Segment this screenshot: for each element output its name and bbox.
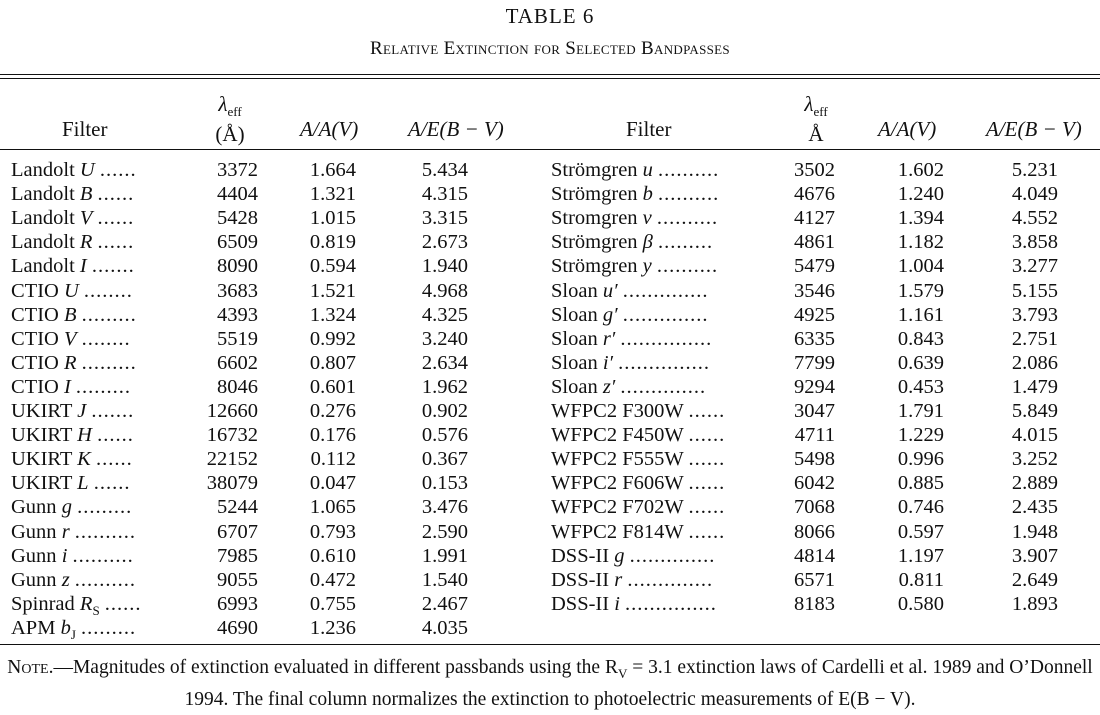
lambda-eff-value: 6042: [794, 472, 835, 495]
lambda-eff-value: 4404: [217, 183, 258, 206]
lambda-eff-value: 6993: [217, 592, 258, 615]
a-ebv-value: 1.962: [421, 375, 468, 398]
a-av-value: 0.472: [309, 568, 356, 591]
a-av-value: 0.819: [309, 231, 356, 254]
a-av-value: 1.197: [897, 544, 944, 567]
header-filter-left: Filter: [62, 117, 108, 141]
a-ebv-value: 3.793: [1011, 303, 1058, 326]
a-ebv-value: 2.467: [421, 592, 468, 615]
filter-name: WFPC2 F450W ......: [551, 424, 726, 447]
filter-name: CTIO V ........: [11, 327, 131, 350]
a-ebv-value: 0.902: [421, 400, 468, 422]
header-lambda-right: $\lambda_{eff}$ Å: [804, 92, 828, 147]
a-ebv-value: 2.673: [421, 231, 468, 254]
filter-name: Landolt R ......: [11, 231, 135, 254]
lambda-eff-value: 6571: [794, 568, 835, 591]
a-av-value: 0.885: [897, 472, 944, 495]
lambda-eff-value: 9294: [794, 375, 835, 398]
a-ebv-value: 2.649: [1011, 568, 1058, 591]
filter-name: Landolt I .......: [11, 255, 135, 278]
a-ebv-value: 0.576: [421, 424, 468, 447]
table-row: [0, 351, 1100, 375]
table-note: Note.—Magnitudes of extinction evaluated in different passbands using the $R_V = 3.1$ extinction laws of Cardelli et al. 1989 and O’Donnell 1994. The final column normalizes the extinction to photoelectric measurements of E(B − V).: [7, 657, 1093, 710]
a-av-value: 0.996: [897, 448, 944, 471]
lambda-eff-value: 8066: [794, 520, 835, 543]
filter-name: Strömgren b ..........: [551, 183, 720, 206]
filter-name: DSS-II g ..............: [551, 544, 716, 567]
filter-name: APM $b_J$ .........: [11, 616, 137, 642]
a-av-value: 0.746: [897, 496, 944, 519]
filter-name: WFPC2 F300W ......: [551, 400, 726, 422]
a-ebv-value: 4.315: [421, 183, 468, 206]
lambda-eff-value: 4690: [217, 616, 258, 639]
filter-name: WFPC2 F814W ......: [551, 520, 726, 543]
filter-name: Sloan z′ ..............: [551, 375, 707, 398]
filter-name: Strömgren u ..........: [551, 159, 720, 181]
a-av-value: 0.047: [309, 472, 356, 495]
a-av-value: 1.664: [309, 159, 356, 181]
a-av-value: 0.639: [897, 351, 944, 374]
a-av-value: 0.176: [309, 424, 356, 447]
a-ebv-value: 3.907: [1011, 544, 1058, 567]
filter-name: WFPC2 F606W ......: [551, 472, 726, 495]
a-av-value: 1.521: [309, 279, 356, 302]
a-ebv-value: 2.086: [1011, 351, 1058, 374]
filter-name: Landolt V ......: [11, 207, 135, 230]
lambda-eff-value: 8090: [217, 255, 258, 278]
table-row: [0, 399, 1100, 423]
lambda-eff-value: 6602: [217, 351, 258, 374]
lambda-eff-value: 3683: [217, 279, 258, 302]
lambda-eff-value: 5479: [794, 255, 835, 278]
lambda-eff-value: 4127: [794, 207, 835, 230]
filter-name: Landolt B ......: [11, 183, 135, 206]
filter-name: DSS-II r ..............: [551, 568, 714, 591]
a-av-value: 0.276: [309, 400, 356, 422]
a-ebv-value: 3.252: [1011, 448, 1058, 471]
lambda-eff-value: 3546: [794, 279, 835, 302]
lambda-eff-value: 4393: [217, 303, 258, 326]
a-av-value: 1.324: [309, 303, 356, 326]
lambda-eff-value: 5519: [217, 327, 258, 350]
lambda-eff-value: 4861: [794, 231, 835, 254]
a-ebv-value: 5.434: [421, 159, 468, 181]
a-ebv-value: 3.277: [1011, 255, 1058, 278]
a-ebv-value: 3.858: [1011, 231, 1058, 254]
a-ebv-value: 3.240: [421, 327, 468, 350]
table-row: [0, 158, 1100, 182]
table-row: [0, 423, 1100, 447]
header-aav-right: A/A(V): [878, 117, 937, 141]
top-rule: [0, 74, 1100, 75]
filter-name: DSS-II i ...............: [551, 592, 717, 615]
a-av-value: 0.601: [309, 375, 356, 398]
a-ebv-value: 4.325: [421, 303, 468, 326]
a-ebv-value: 3.476: [421, 496, 468, 519]
a-av-value: 1.602: [897, 159, 944, 181]
a-av-value: 1.004: [897, 255, 944, 278]
a-av-value: 0.807: [309, 351, 356, 374]
bottom-rule: [0, 644, 1100, 645]
lambda-eff-value: 3047: [794, 400, 835, 422]
a-ebv-value: 2.590: [421, 520, 468, 543]
table-caption: Relative Extinction for Selected Bandpasses: [370, 38, 730, 59]
header-filter-right: Filter: [626, 117, 672, 141]
a-ebv-value: 3.315: [421, 207, 468, 230]
lambda-eff-value: 4711: [794, 424, 835, 447]
lambda-eff-value: 5244: [217, 496, 258, 519]
a-av-value: 0.843: [897, 327, 944, 350]
lambda-eff-value: 5428: [217, 207, 258, 230]
table-row: [0, 279, 1100, 303]
filter-name: CTIO R .........: [11, 351, 137, 374]
header-aebv-left: A/E(B − V): [408, 117, 504, 141]
filter-name: Gunn r ..........: [11, 520, 137, 543]
lambda-eff-value: 7799: [794, 351, 835, 374]
a-ebv-value: 2.634: [421, 351, 468, 374]
a-av-value: 0.580: [897, 592, 944, 615]
filter-name: WFPC2 F702W ......: [551, 496, 726, 519]
table-row: [0, 520, 1100, 544]
lambda-eff-value: 4925: [794, 303, 835, 326]
table-row: [0, 254, 1100, 278]
table-row: [0, 495, 1100, 519]
table-row: [0, 206, 1100, 230]
lambda-eff-value: 8046: [217, 375, 258, 398]
a-ebv-value: 1.991: [421, 544, 468, 567]
lambda-eff-value: 7068: [794, 496, 835, 519]
filter-name: Sloan r′ ...............: [551, 327, 713, 350]
filter-name: Spinrad $R_S$ ......: [11, 592, 142, 618]
lambda-eff-value: 12660: [206, 400, 258, 422]
filter-name: Stromgren v ..........: [551, 207, 719, 230]
a-av-value: 1.240: [897, 183, 944, 206]
header-lambda-left: $\lambda_{eff}$ (Å): [215, 92, 245, 147]
table-row: [0, 303, 1100, 327]
header-aav-left: A/A(V): [300, 117, 359, 141]
table-row: [0, 568, 1100, 592]
a-av-value: 1.182: [897, 231, 944, 254]
lambda-eff-value: 6335: [794, 327, 835, 350]
lambda-eff-value: 8183: [794, 592, 835, 615]
table-row: [0, 616, 1100, 640]
a-av-value: 0.811: [898, 568, 944, 591]
a-av-value: 1.321: [309, 183, 356, 206]
lambda-eff-value: 4814: [794, 544, 835, 567]
lambda-eff-value: 7985: [217, 544, 258, 567]
a-ebv-value: 2.751: [1011, 327, 1058, 350]
a-ebv-value: 2.435: [1011, 496, 1058, 519]
a-av-value: 0.610: [309, 544, 356, 567]
filter-name: UKIRT H ......: [11, 424, 134, 447]
a-av-value: 1.236: [309, 616, 356, 639]
lambda-eff-value: 3372: [217, 159, 258, 181]
filter-name: CTIO U ........: [11, 279, 133, 302]
a-av-value: 0.597: [897, 520, 944, 543]
a-ebv-value: 4.049: [1011, 183, 1058, 206]
a-ebv-value: 2.889: [1011, 472, 1058, 495]
lambda-eff-value: 6707: [217, 520, 258, 543]
table-row: [0, 375, 1100, 399]
lambda-eff-value: 38079: [206, 472, 258, 495]
lambda-eff-value: 4676: [794, 183, 835, 206]
a-av-value: 0.594: [309, 255, 356, 278]
a-ebv-value: 5.849: [1011, 400, 1058, 422]
lambda-eff-value: 9055: [217, 568, 258, 591]
a-av-value: 0.755: [309, 592, 356, 615]
filter-name: Gunn g .........: [11, 496, 133, 519]
filter-name: Gunn z ..........: [11, 568, 137, 591]
filter-name: WFPC2 F555W ......: [551, 448, 726, 471]
filter-name: Sloan u′ ..............: [551, 279, 709, 302]
filter-name: Gunn i ..........: [11, 544, 134, 567]
a-ebv-value: 1.893: [1011, 592, 1058, 615]
lambda-eff-value: 6509: [217, 231, 258, 254]
lambda-eff-value: 16732: [206, 424, 258, 447]
a-av-value: 1.579: [897, 279, 944, 302]
table-row: [0, 471, 1100, 495]
a-av-value: 1.015: [309, 207, 356, 230]
top-rule-2: [0, 78, 1100, 79]
a-av-value: 0.453: [897, 375, 944, 398]
filter-name: CTIO I .........: [11, 375, 132, 398]
a-ebv-value: 4.968: [421, 279, 468, 302]
header-rule: [0, 149, 1100, 150]
lambda-eff-value: 5498: [794, 448, 835, 471]
filter-name: UKIRT L ......: [11, 472, 131, 495]
table-row: [0, 592, 1100, 616]
a-ebv-value: 0.153: [421, 472, 468, 495]
table-row: [0, 447, 1100, 471]
a-ebv-value: 5.155: [1011, 279, 1058, 302]
filter-name: Sloan g′ ..............: [551, 303, 709, 326]
a-av-value: 1.791: [897, 400, 944, 422]
a-ebv-value: 1.948: [1011, 520, 1058, 543]
filter-name: UKIRT J .......: [11, 400, 135, 422]
lambda-eff-value: 3502: [794, 159, 835, 181]
a-ebv-value: 5.231: [1011, 159, 1058, 181]
filter-name: Sloan i′ ...............: [551, 351, 711, 374]
lambda-eff-value: 22152: [206, 448, 258, 471]
a-ebv-value: 4.552: [1011, 207, 1058, 230]
table-row: [0, 327, 1100, 351]
filter-name: Landolt U ......: [11, 159, 137, 181]
filter-name: UKIRT K ......: [11, 448, 133, 471]
a-av-value: 1.065: [309, 496, 356, 519]
filter-name: Strömgren y ..........: [551, 255, 719, 278]
a-av-value: 1.161: [897, 303, 944, 326]
table-row: [0, 230, 1100, 254]
table-row: [0, 544, 1100, 568]
filter-name: CTIO B .........: [11, 303, 137, 326]
a-av-value: 0.793: [309, 520, 356, 543]
a-av-value: 1.229: [897, 424, 944, 447]
table-number: TABLE 6: [505, 4, 595, 28]
a-av-value: 1.394: [897, 207, 944, 230]
a-ebv-value: 1.540: [421, 568, 468, 591]
a-ebv-value: 0.367: [421, 448, 468, 471]
a-av-value: 0.112: [310, 448, 356, 471]
a-ebv-value: 1.940: [421, 255, 468, 278]
a-ebv-value: 1.479: [1011, 375, 1058, 398]
filter-name: Strömgren β .........: [551, 231, 714, 254]
a-ebv-value: 4.035: [421, 616, 468, 639]
a-av-value: 0.992: [309, 327, 356, 350]
header-aebv-right: A/E(B − V): [986, 117, 1082, 141]
table-row: [0, 182, 1100, 206]
a-ebv-value: 4.015: [1011, 424, 1058, 447]
